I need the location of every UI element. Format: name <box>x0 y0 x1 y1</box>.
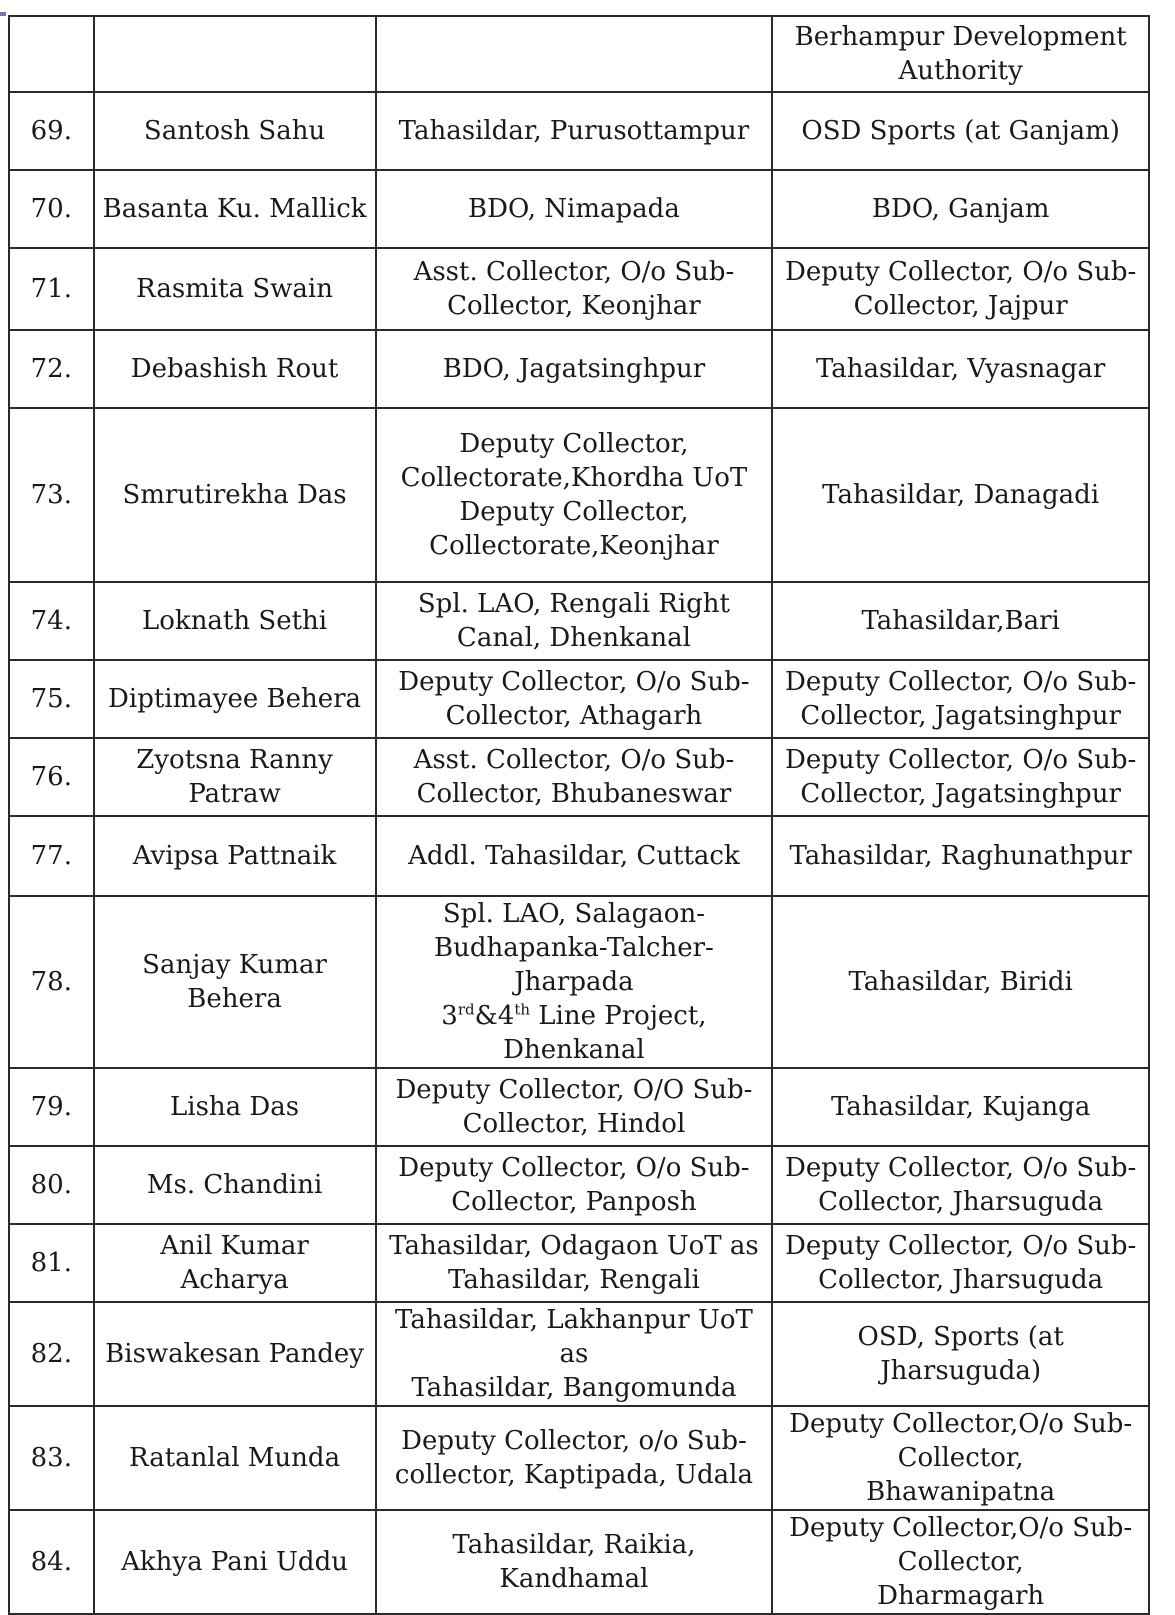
cell-new-posting: Deputy Collector, O/o Sub- Collector, Jagatsinghpur <box>772 660 1149 738</box>
table-row <box>9 816 1149 896</box>
cell-name: Debashish Rout <box>94 330 376 408</box>
cell-serial: 71. <box>9 248 94 330</box>
cell-present-posting: Deputy Collector, O/o Sub- Collector, Athagarh <box>376 660 773 738</box>
cell-name: Biswakesan Pandey <box>94 1302 376 1406</box>
table-row <box>9 660 1149 738</box>
cell-present-posting: Deputy Collector, o/o Sub- collector, Kaptipada, Udala <box>376 1406 773 1510</box>
table-row <box>9 1302 1149 1406</box>
cell-present-posting: BDO, Jagatsinghpur <box>376 330 773 408</box>
cell-name: Sanjay Kumar Behera <box>94 896 376 1068</box>
cell-new-posting: Deputy Collector,O/o Sub- Collector, Dharmagarh <box>772 1510 1149 1614</box>
table-body <box>9 16 1149 1614</box>
cell-new-posting: OSD Sports (at Ganjam) <box>772 92 1149 170</box>
cell-serial: 69. <box>9 92 94 170</box>
cell-serial: 77. <box>9 816 94 896</box>
cell-serial: 82. <box>9 1302 94 1406</box>
scan-mark <box>0 12 6 16</box>
cell-name: Lisha Das <box>94 1068 376 1146</box>
cell-present-posting: Deputy Collector, O/O Sub- Collector, Hindol <box>376 1068 773 1146</box>
cell-name: Smrutirekha Das <box>94 408 376 582</box>
cell-serial: 83. <box>9 1406 94 1510</box>
cell-name: Anil Kumar Acharya <box>94 1224 376 1302</box>
cell-name: Ratanlal Munda <box>94 1406 376 1510</box>
table-row <box>9 1510 1149 1614</box>
cell-present-posting: Tahasildar, Odagaon UoT as Tahasildar, Rengali <box>376 1224 773 1302</box>
cell-present-posting: Deputy Collector, O/o Sub- Collector, Panposh <box>376 1146 773 1224</box>
cell-new-posting: Deputy Collector, O/o Sub- Collector, Jagatsinghpur <box>772 738 1149 816</box>
cell-name: Avipsa Pattnaik <box>94 816 376 896</box>
cell-present-posting: Tahasildar, Purusottampur <box>376 92 773 170</box>
cell-serial: 76. <box>9 738 94 816</box>
cell-name: Basanta Ku. Mallick <box>94 170 376 248</box>
cell-name: Rasmita Swain <box>94 248 376 330</box>
cell-serial: 70. <box>9 170 94 248</box>
cell-serial: 72. <box>9 330 94 408</box>
cell-new-posting: Tahasildar, Vyasnagar <box>772 330 1149 408</box>
cell-new-posting: Berhampur Development Authority <box>772 16 1149 92</box>
table-row <box>9 1224 1149 1302</box>
cell-present-posting: Addl. Tahasildar, Cuttack <box>376 816 773 896</box>
cell-present-posting <box>376 16 773 92</box>
table-row <box>9 170 1149 248</box>
table-row <box>9 738 1149 816</box>
cell-present-posting: Asst. Collector, O/o Sub- Collector, Keonjhar <box>376 248 773 330</box>
cell-name <box>94 16 376 92</box>
table-row <box>9 92 1149 170</box>
cell-serial: 74. <box>9 582 94 660</box>
table-row <box>9 1068 1149 1146</box>
cell-name: Ms. Chandini <box>94 1146 376 1224</box>
cell-serial: 73. <box>9 408 94 582</box>
table-row <box>9 16 1149 92</box>
table-row <box>9 582 1149 660</box>
cell-serial: 75. <box>9 660 94 738</box>
cell-serial: 80. <box>9 1146 94 1224</box>
cell-name: Loknath Sethi <box>94 582 376 660</box>
cell-serial: 78. <box>9 896 94 1068</box>
table-row <box>9 1146 1149 1224</box>
table-row <box>9 330 1149 408</box>
cell-serial <box>9 16 94 92</box>
cell-new-posting: Tahasildar, Danagadi <box>772 408 1149 582</box>
cell-present-posting: Deputy Collector, Collectorate,Khordha UoT Deputy Collector, Collectorate,Keonjhar <box>376 408 773 582</box>
table-row <box>9 408 1149 582</box>
cell-serial: 81. <box>9 1224 94 1302</box>
cell-name: Santosh Sahu <box>94 92 376 170</box>
cell-new-posting: Tahasildar, Raghunathpur <box>772 816 1149 896</box>
cell-present-posting: Tahasildar, Raikia, Kandhamal <box>376 1510 773 1614</box>
cell-new-posting: Deputy Collector, O/o Sub- Collector, Jharsuguda <box>772 1146 1149 1224</box>
cell-serial: 79. <box>9 1068 94 1146</box>
cell-name: Zyotsna Ranny Patraw <box>94 738 376 816</box>
table-row <box>9 1406 1149 1510</box>
cell-name: Diptimayee Behera <box>94 660 376 738</box>
cell-present-posting: BDO, Nimapada <box>376 170 773 248</box>
cell-new-posting: Deputy Collector,O/o Sub- Collector, Bhawanipatna <box>772 1406 1149 1510</box>
cell-new-posting: BDO, Ganjam <box>772 170 1149 248</box>
cell-present-posting: Asst. Collector, O/o Sub- Collector, Bhubaneswar <box>376 738 773 816</box>
cell-new-posting: Deputy Collector, O/o Sub- Collector, Jajpur <box>772 248 1149 330</box>
cell-new-posting: Tahasildar,Bari <box>772 582 1149 660</box>
cell-present-posting: Tahasildar, Lakhanpur UoT as Tahasildar, Bangomunda <box>376 1302 773 1406</box>
cell-new-posting: Deputy Collector, O/o Sub- Collector, Jharsuguda <box>772 1224 1149 1302</box>
cell-present-posting: Spl. LAO, Salagaon- Budhapanka-Talcher-Jharpada 3rd&4th Line Project, Dhenkanal <box>376 896 773 1068</box>
transfer-table <box>8 15 1150 1615</box>
table-row <box>9 896 1149 1068</box>
cell-name: Akhya Pani Uddu <box>94 1510 376 1614</box>
table-row <box>9 248 1149 330</box>
cell-new-posting: OSD, Sports (at Jharsuguda) <box>772 1302 1149 1406</box>
cell-new-posting: Tahasildar, Kujanga <box>772 1068 1149 1146</box>
cell-new-posting: Tahasildar, Biridi <box>772 896 1149 1068</box>
cell-serial: 84. <box>9 1510 94 1614</box>
cell-present-posting: Spl. LAO, Rengali Right Canal, Dhenkanal <box>376 582 773 660</box>
